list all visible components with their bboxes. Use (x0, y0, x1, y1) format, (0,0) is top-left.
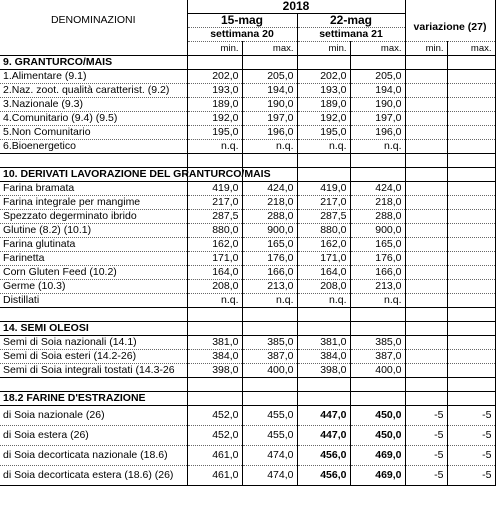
cell-value (447, 196, 495, 210)
min-label: min. (405, 42, 447, 56)
table-row (0, 112, 495, 126)
cell-value (405, 98, 447, 112)
cell-value: n.q. (350, 140, 405, 154)
cell-value: 387,0 (242, 350, 297, 364)
row-label: di Soia decorticata estera (18.6) (26) (0, 466, 187, 486)
cell-value (405, 294, 447, 308)
cell-value: 176,0 (242, 252, 297, 266)
cell-value (405, 224, 447, 238)
row-label: di Soia decorticata nazionale (18.6) (0, 446, 187, 466)
date2-header: 22-mag (297, 14, 405, 28)
row-label: di Soia estera (26) (0, 426, 187, 446)
cell-value: 452,0 (187, 426, 242, 446)
cell-value: 171,0 (297, 252, 350, 266)
cell-value: 461,0 (187, 446, 242, 466)
section-header (0, 322, 495, 336)
cell-value (405, 84, 447, 98)
cell-value: 165,0 (350, 238, 405, 252)
cell-value: 166,0 (242, 266, 297, 280)
row-label: Semi di Soia esteri (14.2-26) (0, 350, 187, 364)
cell-value: 208,0 (297, 280, 350, 294)
table-row (0, 406, 495, 426)
row-label: di Soia nazionale (26) (0, 406, 187, 426)
cell-value: 189,0 (297, 98, 350, 112)
cell-value (405, 336, 447, 350)
row-label: Farinetta (0, 252, 187, 266)
cell-value (447, 238, 495, 252)
cell-value (447, 182, 495, 196)
table-row (0, 364, 495, 378)
date1-header: 15-mag (187, 14, 297, 28)
cell-value: 176,0 (350, 252, 405, 266)
cell-value: -5 (405, 446, 447, 466)
row-label: Spezzato degerminato ibrido (0, 210, 187, 224)
cell-value: 196,0 (350, 126, 405, 140)
cell-value: -5 (405, 466, 447, 486)
cell-value: 400,0 (242, 364, 297, 378)
cell-value: 196,0 (242, 126, 297, 140)
cell-value (447, 252, 495, 266)
row-label: Semi di Soia nazionali (14.1) (0, 336, 187, 350)
cell-value: 192,0 (187, 112, 242, 126)
cell-value (447, 350, 495, 364)
cell-value: 217,0 (187, 196, 242, 210)
cell-value (447, 280, 495, 294)
cell-value: 474,0 (242, 446, 297, 466)
cell-value: 450,0 (350, 426, 405, 446)
section-title: 14. SEMI OLEOSI (0, 322, 187, 336)
denominazioni-header: DENOMINAZIONI (50, 14, 136, 27)
cell-value: 398,0 (297, 364, 350, 378)
table-row (0, 98, 495, 112)
cell-value: 384,0 (187, 350, 242, 364)
max-label: max. (242, 42, 297, 56)
cell-value: n.q. (297, 140, 350, 154)
cell-value: -5 (405, 406, 447, 426)
cell-value (405, 112, 447, 126)
cell-value: 217,0 (297, 196, 350, 210)
cell-value: 385,0 (242, 336, 297, 350)
cell-value: -5 (405, 426, 447, 446)
cell-value: 474,0 (242, 466, 297, 486)
row-label: 3.Nazionale (9.3) (0, 98, 187, 112)
cell-value: 197,0 (350, 112, 405, 126)
cell-value: -5 (447, 426, 495, 446)
cell-value: -5 (447, 406, 495, 426)
section-title: 10. DERIVATI LAVORAZIONE DEL GRANTURCO/MAIS (0, 168, 187, 182)
cell-value (405, 140, 447, 154)
cell-value: 456,0 (297, 466, 350, 486)
cell-value: 164,0 (187, 266, 242, 280)
row-label: Farina integrale per mangime (0, 196, 187, 210)
cell-value: 202,0 (297, 70, 350, 84)
cell-value: 195,0 (297, 126, 350, 140)
cell-value (447, 84, 495, 98)
cell-value: -5 (447, 466, 495, 486)
cell-value (447, 140, 495, 154)
cell-value: 424,0 (350, 182, 405, 196)
week2-header: settimana 21 (297, 28, 405, 42)
row-label: Germe (10.3) (0, 280, 187, 294)
cell-value: 384,0 (297, 350, 350, 364)
section-title: 18.2 FARINE D'ESTRAZIONE (0, 392, 187, 406)
cell-value: 194,0 (242, 84, 297, 98)
cell-value (447, 266, 495, 280)
table-row (0, 84, 495, 98)
cell-value (405, 238, 447, 252)
row-label: 5.Non Comunitario (0, 126, 187, 140)
cell-value: 900,0 (350, 224, 405, 238)
table-row (0, 446, 495, 466)
cell-value (447, 294, 495, 308)
cell-value: 400,0 (350, 364, 405, 378)
cell-value (447, 364, 495, 378)
cell-value: 447,0 (297, 426, 350, 446)
table-row (0, 182, 495, 196)
cell-value: 190,0 (350, 98, 405, 112)
cell-value: 424,0 (242, 182, 297, 196)
cell-value: 456,0 (297, 446, 350, 466)
cell-value: 213,0 (350, 280, 405, 294)
table-row (0, 238, 495, 252)
cell-value (447, 112, 495, 126)
table-row (0, 350, 495, 364)
cell-value (447, 336, 495, 350)
row-label: 4.Comunitario (9.4) (9.5) (0, 112, 187, 126)
cell-value: 469,0 (350, 466, 405, 486)
cell-value: 455,0 (242, 406, 297, 426)
cell-value: 880,0 (297, 224, 350, 238)
cell-value (447, 224, 495, 238)
cell-value (447, 98, 495, 112)
row-label: Distillati (0, 294, 187, 308)
table-row (0, 70, 495, 84)
max-label: max. (447, 42, 495, 56)
table-row (0, 252, 495, 266)
section-title: 9. GRANTURCO/MAIS (0, 56, 187, 70)
cell-value: 202,0 (187, 70, 242, 84)
cell-value: 166,0 (350, 266, 405, 280)
cell-value: 171,0 (187, 252, 242, 266)
cell-value (405, 196, 447, 210)
cell-value (405, 70, 447, 84)
cell-value: 452,0 (187, 406, 242, 426)
cell-value: n.q. (187, 140, 242, 154)
cell-value: 880,0 (187, 224, 242, 238)
row-label: Glutine (8.2) (10.1) (0, 224, 187, 238)
min-label: min. (187, 42, 242, 56)
cell-value (405, 266, 447, 280)
min-label: min. (297, 42, 350, 56)
section-header (0, 168, 495, 182)
cell-value: n.q. (297, 294, 350, 308)
cell-value: 164,0 (297, 266, 350, 280)
row-label: 6.Bioenergetico (0, 140, 187, 154)
cell-value: n.q. (242, 140, 297, 154)
cell-value (447, 70, 495, 84)
cell-value: 197,0 (242, 112, 297, 126)
cell-value: 287,5 (187, 210, 242, 224)
table-row (0, 280, 495, 294)
cell-value: 205,0 (350, 70, 405, 84)
cell-value (405, 252, 447, 266)
cell-value: n.q. (350, 294, 405, 308)
row-label: Corn Gluten Feed (10.2) (0, 266, 187, 280)
cell-value: 419,0 (297, 182, 350, 196)
cell-value: 162,0 (297, 238, 350, 252)
cell-value: 189,0 (187, 98, 242, 112)
row-label: Farina glutinata (0, 238, 187, 252)
cell-value (447, 210, 495, 224)
row-label: Farina bramata (0, 182, 187, 196)
week1-header: settimana 20 (187, 28, 297, 42)
cell-value: 287,5 (297, 210, 350, 224)
cell-value: 288,0 (350, 210, 405, 224)
cell-value: 208,0 (187, 280, 242, 294)
cell-value (447, 126, 495, 140)
section-header (0, 392, 495, 406)
cell-value (405, 210, 447, 224)
cell-value: 419,0 (187, 182, 242, 196)
row-label: 1.Alimentare (9.1) (0, 70, 187, 84)
cell-value: 455,0 (242, 426, 297, 446)
cell-value: 165,0 (242, 238, 297, 252)
variazione-header: variazione (27) (405, 14, 495, 42)
cell-value: 205,0 (242, 70, 297, 84)
table-row (0, 466, 495, 486)
cell-value: 387,0 (350, 350, 405, 364)
cell-value: 218,0 (242, 196, 297, 210)
cell-value: 162,0 (187, 238, 242, 252)
cell-value: 193,0 (187, 84, 242, 98)
cell-value: 461,0 (187, 466, 242, 486)
table-row (0, 126, 495, 140)
cell-value: 218,0 (350, 196, 405, 210)
cell-value: 381,0 (297, 336, 350, 350)
year-header: 2018 (187, 0, 405, 14)
table-row (0, 224, 495, 238)
cell-value: 190,0 (242, 98, 297, 112)
section-header (0, 56, 495, 70)
table-row (0, 140, 495, 154)
cell-value (405, 350, 447, 364)
cell-value: 447,0 (297, 406, 350, 426)
cell-value: 381,0 (187, 336, 242, 350)
cell-value (405, 280, 447, 294)
cell-value: 195,0 (187, 126, 242, 140)
row-label: 2.Naz. zoot. qualità caratterist. (9.2) (0, 84, 187, 98)
cell-value: 194,0 (350, 84, 405, 98)
cell-value: n.q. (242, 294, 297, 308)
cell-value: 213,0 (242, 280, 297, 294)
cell-value: 450,0 (350, 406, 405, 426)
cell-value: 398,0 (187, 364, 242, 378)
table-row (0, 336, 495, 350)
cell-value: 192,0 (297, 112, 350, 126)
cell-value (405, 364, 447, 378)
cell-value: 193,0 (297, 84, 350, 98)
cell-value: 385,0 (350, 336, 405, 350)
row-label: Semi di Soia integrali tostati (14.3-26 (0, 364, 187, 378)
max-label: max. (350, 42, 405, 56)
cell-value (405, 126, 447, 140)
table-row (0, 426, 495, 446)
cell-value: 288,0 (242, 210, 297, 224)
cell-value: n.q. (187, 294, 242, 308)
cell-value: -5 (447, 446, 495, 466)
cell-value (405, 182, 447, 196)
cell-value: 900,0 (242, 224, 297, 238)
cell-value: 469,0 (350, 446, 405, 466)
table-row (0, 196, 495, 210)
table-row (0, 266, 495, 280)
table-row (0, 210, 495, 224)
table-row (0, 294, 495, 308)
